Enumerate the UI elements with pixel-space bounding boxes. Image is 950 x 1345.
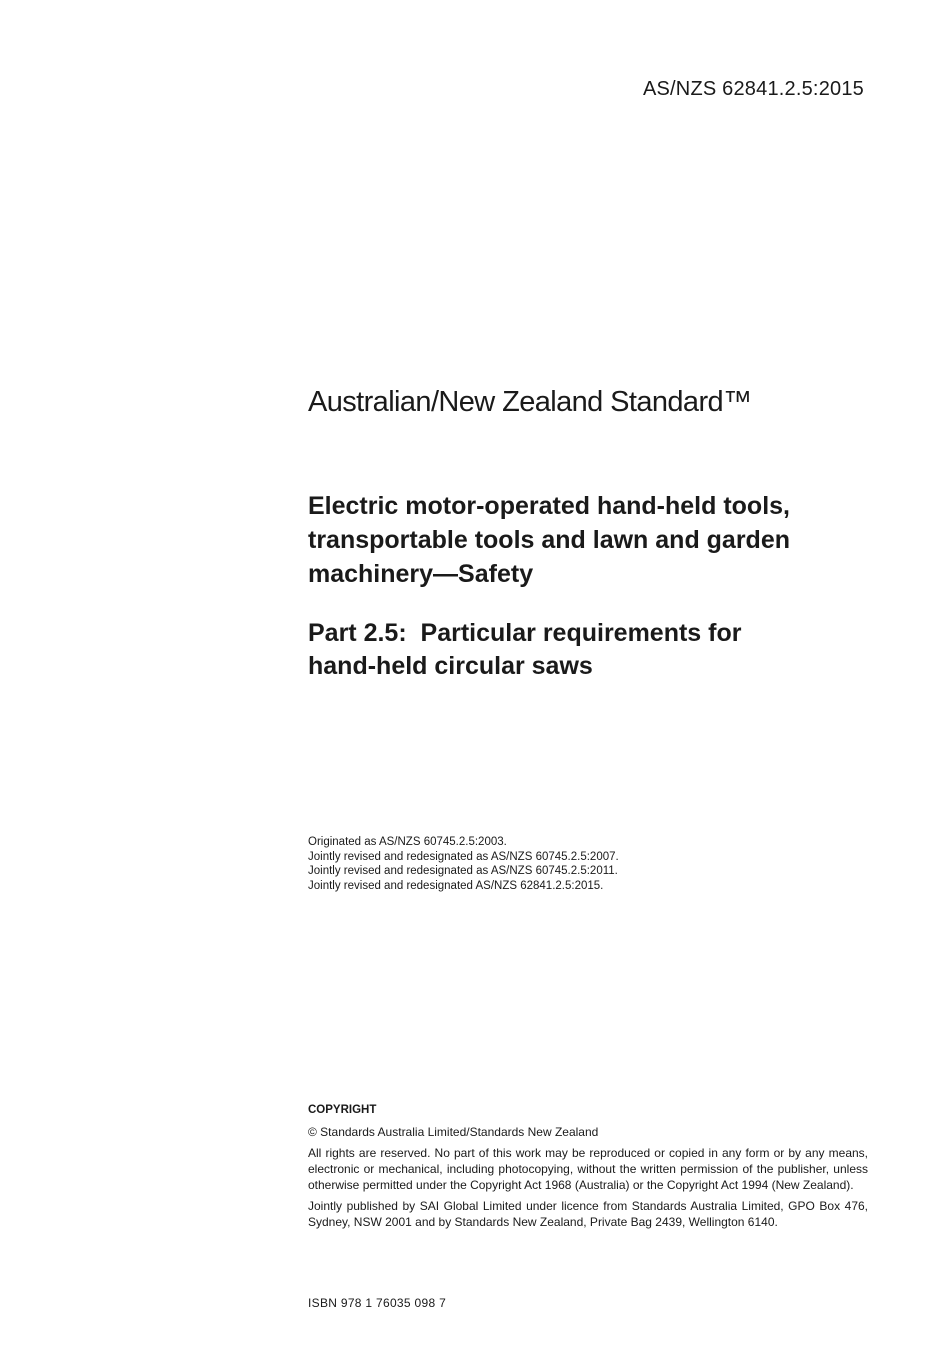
document-code: AS/NZS 62841.2.5:2015 [642,78,864,100]
copyright-section [308,1102,868,1235]
history-line: Jointly revised and redesignated as AS/NZS 60745.2.5:2007. [308,850,619,863]
revision-history [308,835,619,893]
copyright-owner: © Standards Australia Limited/Standards New Zealand [308,1125,599,1139]
copyright-heading: COPYRIGHT [308,1104,377,1116]
part-title-line: hand-held circular saws [308,652,593,680]
title-line: Electric motor-operated hand-held tools, [308,492,790,520]
part-title [308,617,878,683]
isbn: ISBN 978 1 76035 098 7 [308,1296,447,1310]
copyright-publisher: Jointly published by SAI Global Limited under licence from Standards Australia Limited, GPO Box 476, Sydney, NSW 2001 and by Standards New Zealand, Private Bag 2439, Wellington 6140. [308,1199,868,1229]
history-line: Jointly revised and redesignated as AS/NZS 60745.2.5:2011. [308,865,618,877]
history-line: Originated as AS/NZS 60745.2.5:2003. [308,836,507,848]
document-title [308,489,878,591]
part-title-line: Part 2.5: Particular requirements for [308,619,742,647]
history-line: Jointly revised and redesignated AS/NZS 62841.2.5:2015. [308,879,604,892]
title-line: transportable tools and lawn and garden [308,526,791,554]
standard-type-heading: Australian/New Zealand Standard™ [308,386,752,418]
copyright-rights: All rights are reserved. No part of this work may be reproduced or copied in any form or by any means, electronic or mechanical, including photocopying, without the written permission of the publisher, unless otherwise permitted under the Copyright Act 1968 (Australia) or the Copyright Act 1994 (New Zealand). [308,1146,868,1192]
title-line: machinery—Safety [308,560,534,588]
